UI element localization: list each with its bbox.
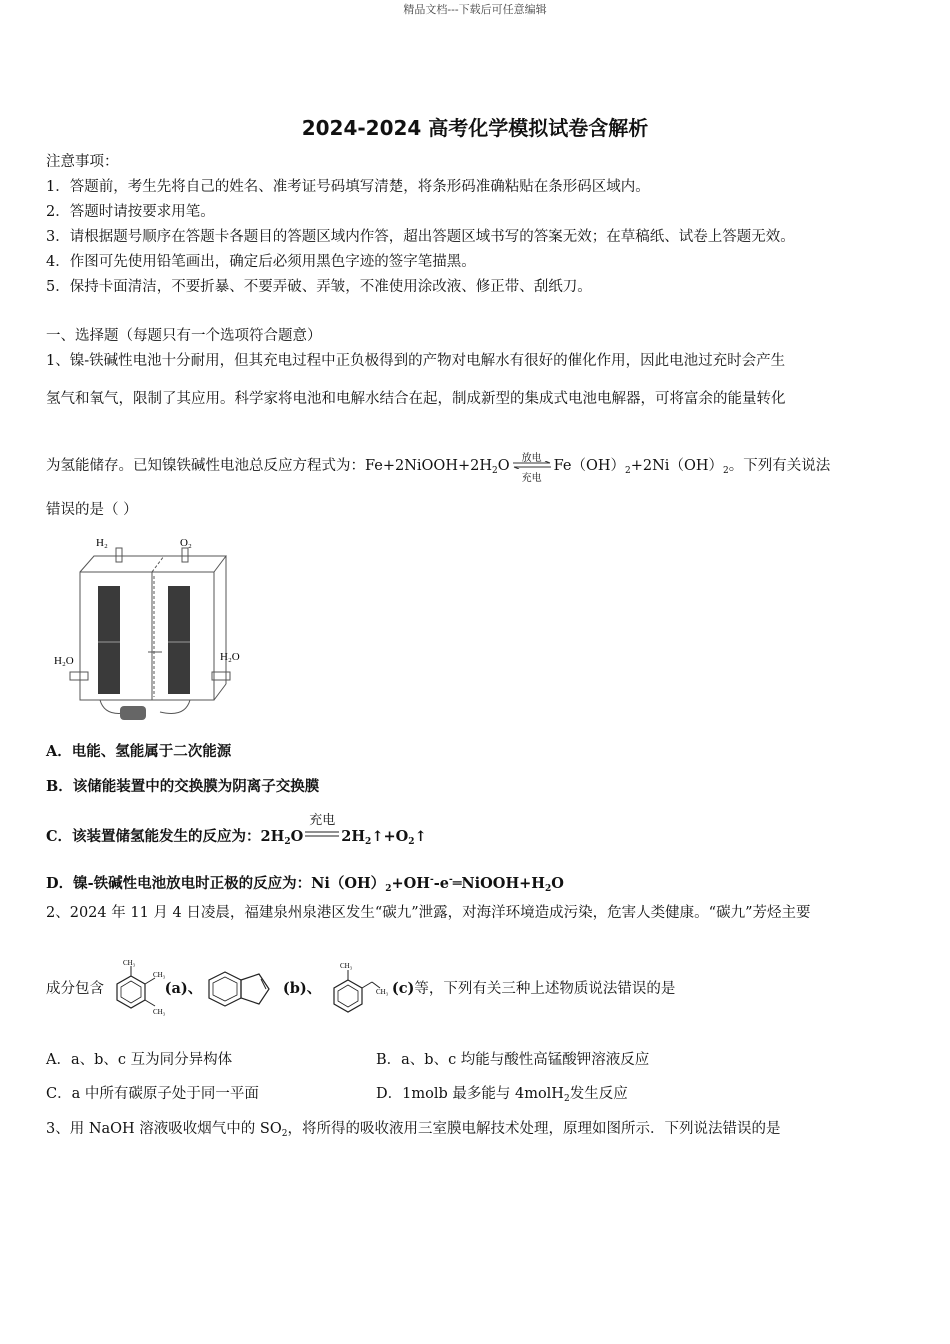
text: C．该装置储氢能发生的反应为：2H [46, 828, 285, 845]
electrolyzer-diagram [50, 532, 250, 722]
label-h2o-left: H₂O [54, 655, 74, 667]
q1-line4: 错误的是（ ） [46, 502, 138, 518]
text: 2H [341, 828, 366, 845]
note-item: 2．答题时请按要求用笔。 [46, 204, 215, 220]
text: 3、用 NaOH 溶液吸收烟气中的 SO [46, 1121, 282, 1137]
equals-icon [305, 831, 339, 837]
superscript: - [429, 875, 434, 885]
text: (a)、 [164, 980, 203, 997]
ch3-label: CH₃ [152, 1008, 165, 1016]
q1-equation-left: 为氢能储存。已知镍铁碱性电池总反应方程式为：Fe+2NiOOH+2H [46, 458, 492, 474]
molecule-a-icon [109, 958, 165, 1020]
label-h2o-right: H₂O [220, 651, 240, 663]
molecule-c-icon [326, 958, 392, 1020]
text: O [551, 875, 564, 892]
q1-line3 [46, 451, 831, 484]
subscript: 2 [625, 466, 631, 476]
q1-option-b[interactable]: B．该储能装置中的交换膜为阴离子交换膜 [46, 778, 320, 795]
subscript: 2 [492, 466, 498, 476]
text: D．镍-铁碱性电池放电时正极的反应为：Ni（OH） [46, 875, 386, 892]
text: (c) [391, 980, 415, 997]
q2-option-d[interactable] [376, 1084, 628, 1109]
text: 成分包含 [46, 981, 104, 997]
over-label: 充电 [309, 813, 336, 828]
ch3-label: CH₃ [152, 971, 165, 979]
text: -e [433, 875, 449, 892]
q2-line1: 2、2024 年 11 月 4 日凌晨，福建泉州泉港区发生“碳九”泄露，对海洋环境造成污染，危害人类健康。“碳九”芳烃主要 [46, 905, 811, 921]
text: O [497, 458, 510, 474]
subscript: 2 [722, 466, 729, 476]
subscript: 2 [408, 837, 415, 847]
reversible-arrow [512, 451, 552, 484]
note-item: 3．请根据题号顺序在答题卡各题目的答题区域内作答，超出答题区域书写的答案无效；在草稿纸、试卷上答题无效。 [46, 229, 795, 245]
note-item: 4．作图可先使用铅笔画出，确定后必须用黑色字迹的签字笔描黑。 [46, 254, 476, 270]
text: 等，下列有关三种上述物质说法错误的是 [414, 981, 676, 997]
text: ↑+O [371, 828, 409, 845]
subscript: 2 [284, 837, 291, 847]
notes-heading: 注意事项： [46, 154, 119, 170]
q1-option-d[interactable] [46, 870, 564, 899]
ch3-label: CH₃ [375, 988, 388, 996]
note-item: 5．保持卡面清洁，不要折暴、不要弄破、弄皱，不准使用涂改液、修正带、刮纸刀。 [46, 279, 592, 295]
arrow-top-label: 放电 [521, 453, 542, 464]
page-title: 2024-2024 高考化学模拟试卷含解析 [301, 116, 649, 140]
section-heading: 一、选择题（每题只有一个选项符合题意） [46, 328, 322, 344]
q2-structures-line [46, 958, 675, 1028]
subscript: 2 [281, 1129, 288, 1139]
q2-option-c[interactable]: C．a 中所有碳原子处于同一平面 [46, 1086, 259, 1102]
q2-option-a[interactable]: A．a、b、c 互为同分异构体 [46, 1052, 233, 1068]
text: ↑ [414, 828, 427, 845]
text: +2Ni（OH） [630, 458, 723, 474]
subscript: 2 [545, 884, 552, 894]
q2-option-b[interactable]: B．a、b、c 均能与酸性高锰酸钾溶液反应 [376, 1052, 650, 1068]
charge-arrow [305, 813, 339, 843]
q1-option-a[interactable]: A．电能、氢能属于二次能源 [46, 743, 232, 760]
ch3-label: CH₃ [339, 962, 352, 970]
q1-option-c[interactable] [46, 813, 427, 852]
text: Fe（OH） [553, 458, 626, 474]
subscript: 2 [563, 1094, 570, 1104]
double-arrow-icon [512, 461, 552, 469]
label-o2: O₂ [180, 537, 192, 549]
text: (b)、 [282, 980, 322, 997]
text: D．1molb 最多能与 4molH [376, 1086, 564, 1102]
page-header: 精品文档---下载后可任意编辑 [403, 3, 547, 16]
molecule-b-icon [207, 964, 283, 1014]
label-h2: H₂ [96, 537, 108, 549]
subscript: 2 [385, 884, 392, 894]
q1-line2: 氢气和氧气，限制了其应用。科学家将电池和电解水结合在起，制成新型的集成式电池电解器，可将富余的能量转化 [46, 391, 786, 407]
subscript: 2 [365, 837, 372, 847]
text: +OH [391, 875, 430, 892]
note-item: 1．答题前，考生先将自己的姓名、准考证号码填写清楚，将条形码准确粘贴在条形码区域内。 [46, 179, 650, 195]
text: O [290, 828, 304, 845]
text: ═NiOOH+H [452, 875, 545, 892]
q1-line1: 1、镍-铁碱性电池十分耐用，但其充电过程中正负极得到的产物对电解水有很好的催化作用，因此电池过充时会产生 [46, 353, 786, 369]
ch3-label: CH₃ [122, 959, 135, 967]
superscript: - [448, 875, 453, 885]
text: 发生反应 [569, 1086, 628, 1102]
text: 。下列有关说法 [728, 458, 831, 474]
text: ，将所得的吸收液用三室膜电解技术处理，原理如图所示．下列说法错误的是 [287, 1121, 781, 1137]
arrow-bottom-label: 充电 [521, 473, 542, 484]
q3-line1 [46, 1119, 780, 1144]
